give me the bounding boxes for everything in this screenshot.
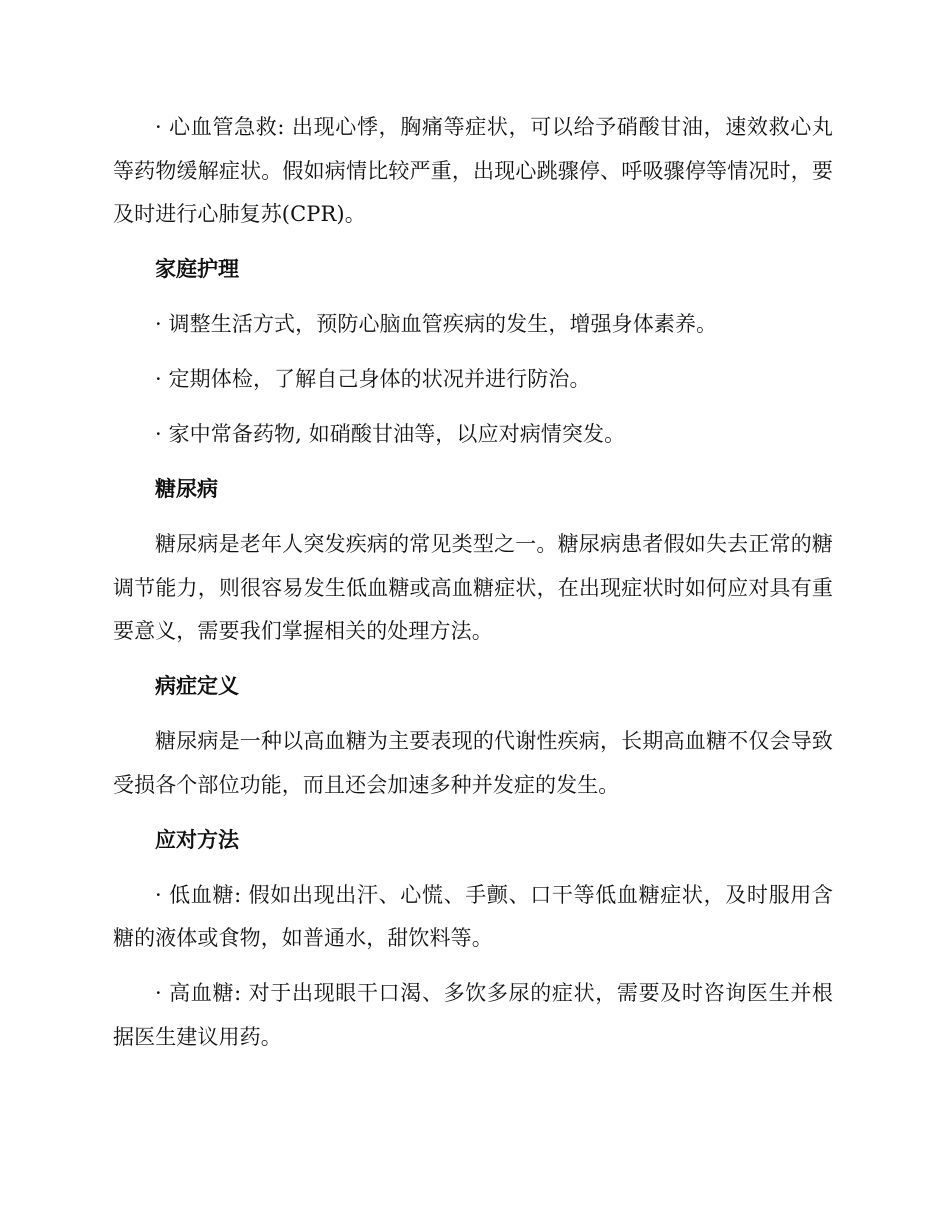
paragraph-cardiovascular-first-aid: · 心血管急救: 出现心悸，胸痛等症状，可以给予硝酸甘油，速效救心丸等药物缓解症状。假如病情比较严重，出现心跳骤停、呼吸骤停等情况时，要及时进行心肺复苏(CPR)。	[113, 115, 833, 226]
list-item-medicine: · 家中常备药物, 如硝酸甘油等，以应对病情突发。	[155, 422, 626, 446]
list-item-hyperglycemia: · 高血糖: 对于出现眼干口渴、多饮多尿的症状，需要及时咨询医生并根据医生建议用药。	[113, 981, 833, 1049]
paragraph-diabetes-intro: 糖尿病是老年人突发疾病的常见类型之一。糖尿病患者假如失去正常的糖调节能力，则很容易发生低血糖或高血糖症状，在出现症状时如何应对具有重要意义，需要我们掌握相关的处理方法。	[113, 532, 833, 643]
heading-definition: 病症定义	[155, 674, 239, 698]
list-item-hypoglycemia: · 低血糖: 假如出现出汗、心慌、手颤、口干等低血糖症状，及时服用含糖的液体或食物，如普通水，甜饮料等。	[113, 882, 833, 950]
heading-response: 应对方法	[155, 827, 239, 852]
heading-diabetes: 糖尿病	[155, 477, 218, 501]
document-body	[113, 106, 833, 1059]
heading-home-care: 家庭护理	[155, 257, 239, 281]
list-item-lifestyle: · 调整生活方式，预防心脑血管疾病的发生，增强身体素养。	[155, 312, 718, 336]
paragraph-definition: 糖尿病是一种以高血糖为主要表现的代谢性疾病，长期高血糖不仅会导致受损各个部位功能，而且还会加速多种并发症的发生。	[113, 729, 833, 797]
list-item-checkup: · 定期体检，了解自己身体的状况并进行防治。	[155, 367, 591, 391]
